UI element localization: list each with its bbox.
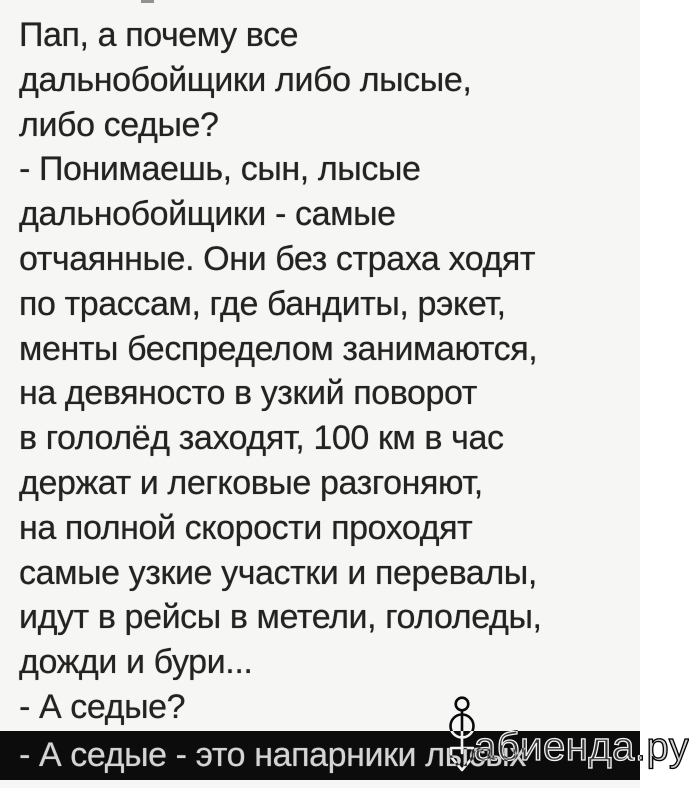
punchline-bar [0, 731, 640, 780]
crop-artifact [141, 0, 154, 3]
joke-line: дальнобойщики - самые [19, 195, 396, 234]
joke-line: на полной скорости проходят [19, 508, 473, 547]
joke-line: отчаянные. Они без страха ходят [19, 239, 536, 278]
joke-text [19, 13, 619, 730]
joke-line: в гололёд заходят, 100 км в час [19, 419, 504, 458]
joke-line: менты беспределом занимаются, [19, 329, 538, 368]
joke-line: держат и легковые разгоняют, [19, 463, 483, 502]
joke-line: Пап, а почему все [19, 16, 299, 54]
joke-line: - А седые? [19, 687, 186, 726]
joke-line: на девяносто в узкий поворот [19, 374, 477, 413]
joke-line: самые узкие участки и перевалы, [19, 553, 537, 592]
joke-line: идут в рейсы в метели, гололеды, [19, 598, 542, 637]
joke-line: по трассам, где бандиты, рэкет, [19, 284, 506, 323]
joke-line: либо седые? [19, 105, 219, 144]
joke-line: - Понимаешь, сын, лысые [19, 150, 421, 189]
joke-line: дожди и бури... [19, 643, 253, 682]
joke-line: дальнобойщики либо лысые, [19, 60, 472, 99]
punchline-text: - А седые - это напарники лысых [19, 736, 526, 774]
